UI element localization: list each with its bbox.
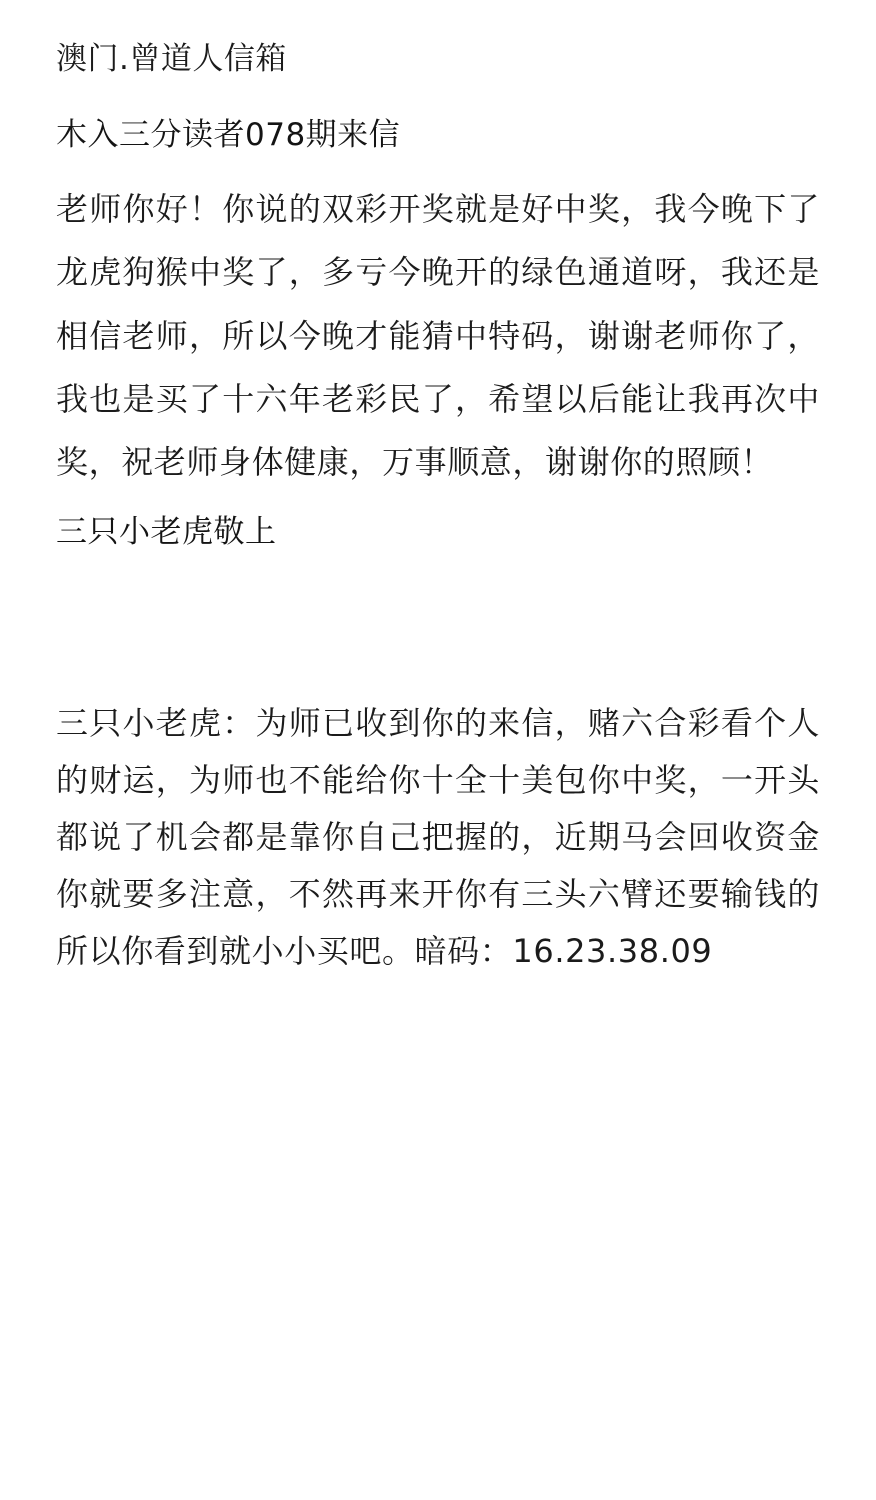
- letter-body: 老师你好！你说的双彩开奖就是好中奖，我今晚下了龙虎狗猴中奖了，多亏今晚开的绿色通道呀，我还是相信老师，所以今晚才能猜中特码，谢谢老师你了，我也是买了十六年老彩民了，希望以后能让我再次中奖，祝老师身体健康，万事顺意，谢谢你的照顾！: [56, 190, 820, 482]
- reply-body: 三只小老虎：为师已收到你的来信，赌六合彩看个人的财运，为师也不能给你十全十美包你中奖，一开头都说了机会都是靠你自己把握的，近期马会回收资金你就要多注意，不然再来开你有三头六臂还要输钱的所以你看到就小小买吧。暗码：16.23.38.09: [56, 703, 820, 970]
- letter-signature: 三只小老虎敬上: [56, 513, 277, 550]
- page-title: 澳门.曾道人信箱: [56, 41, 287, 77]
- section-spacer: [56, 563, 820, 695]
- letter-heading: 木入三分读者078期来信: [56, 117, 401, 153]
